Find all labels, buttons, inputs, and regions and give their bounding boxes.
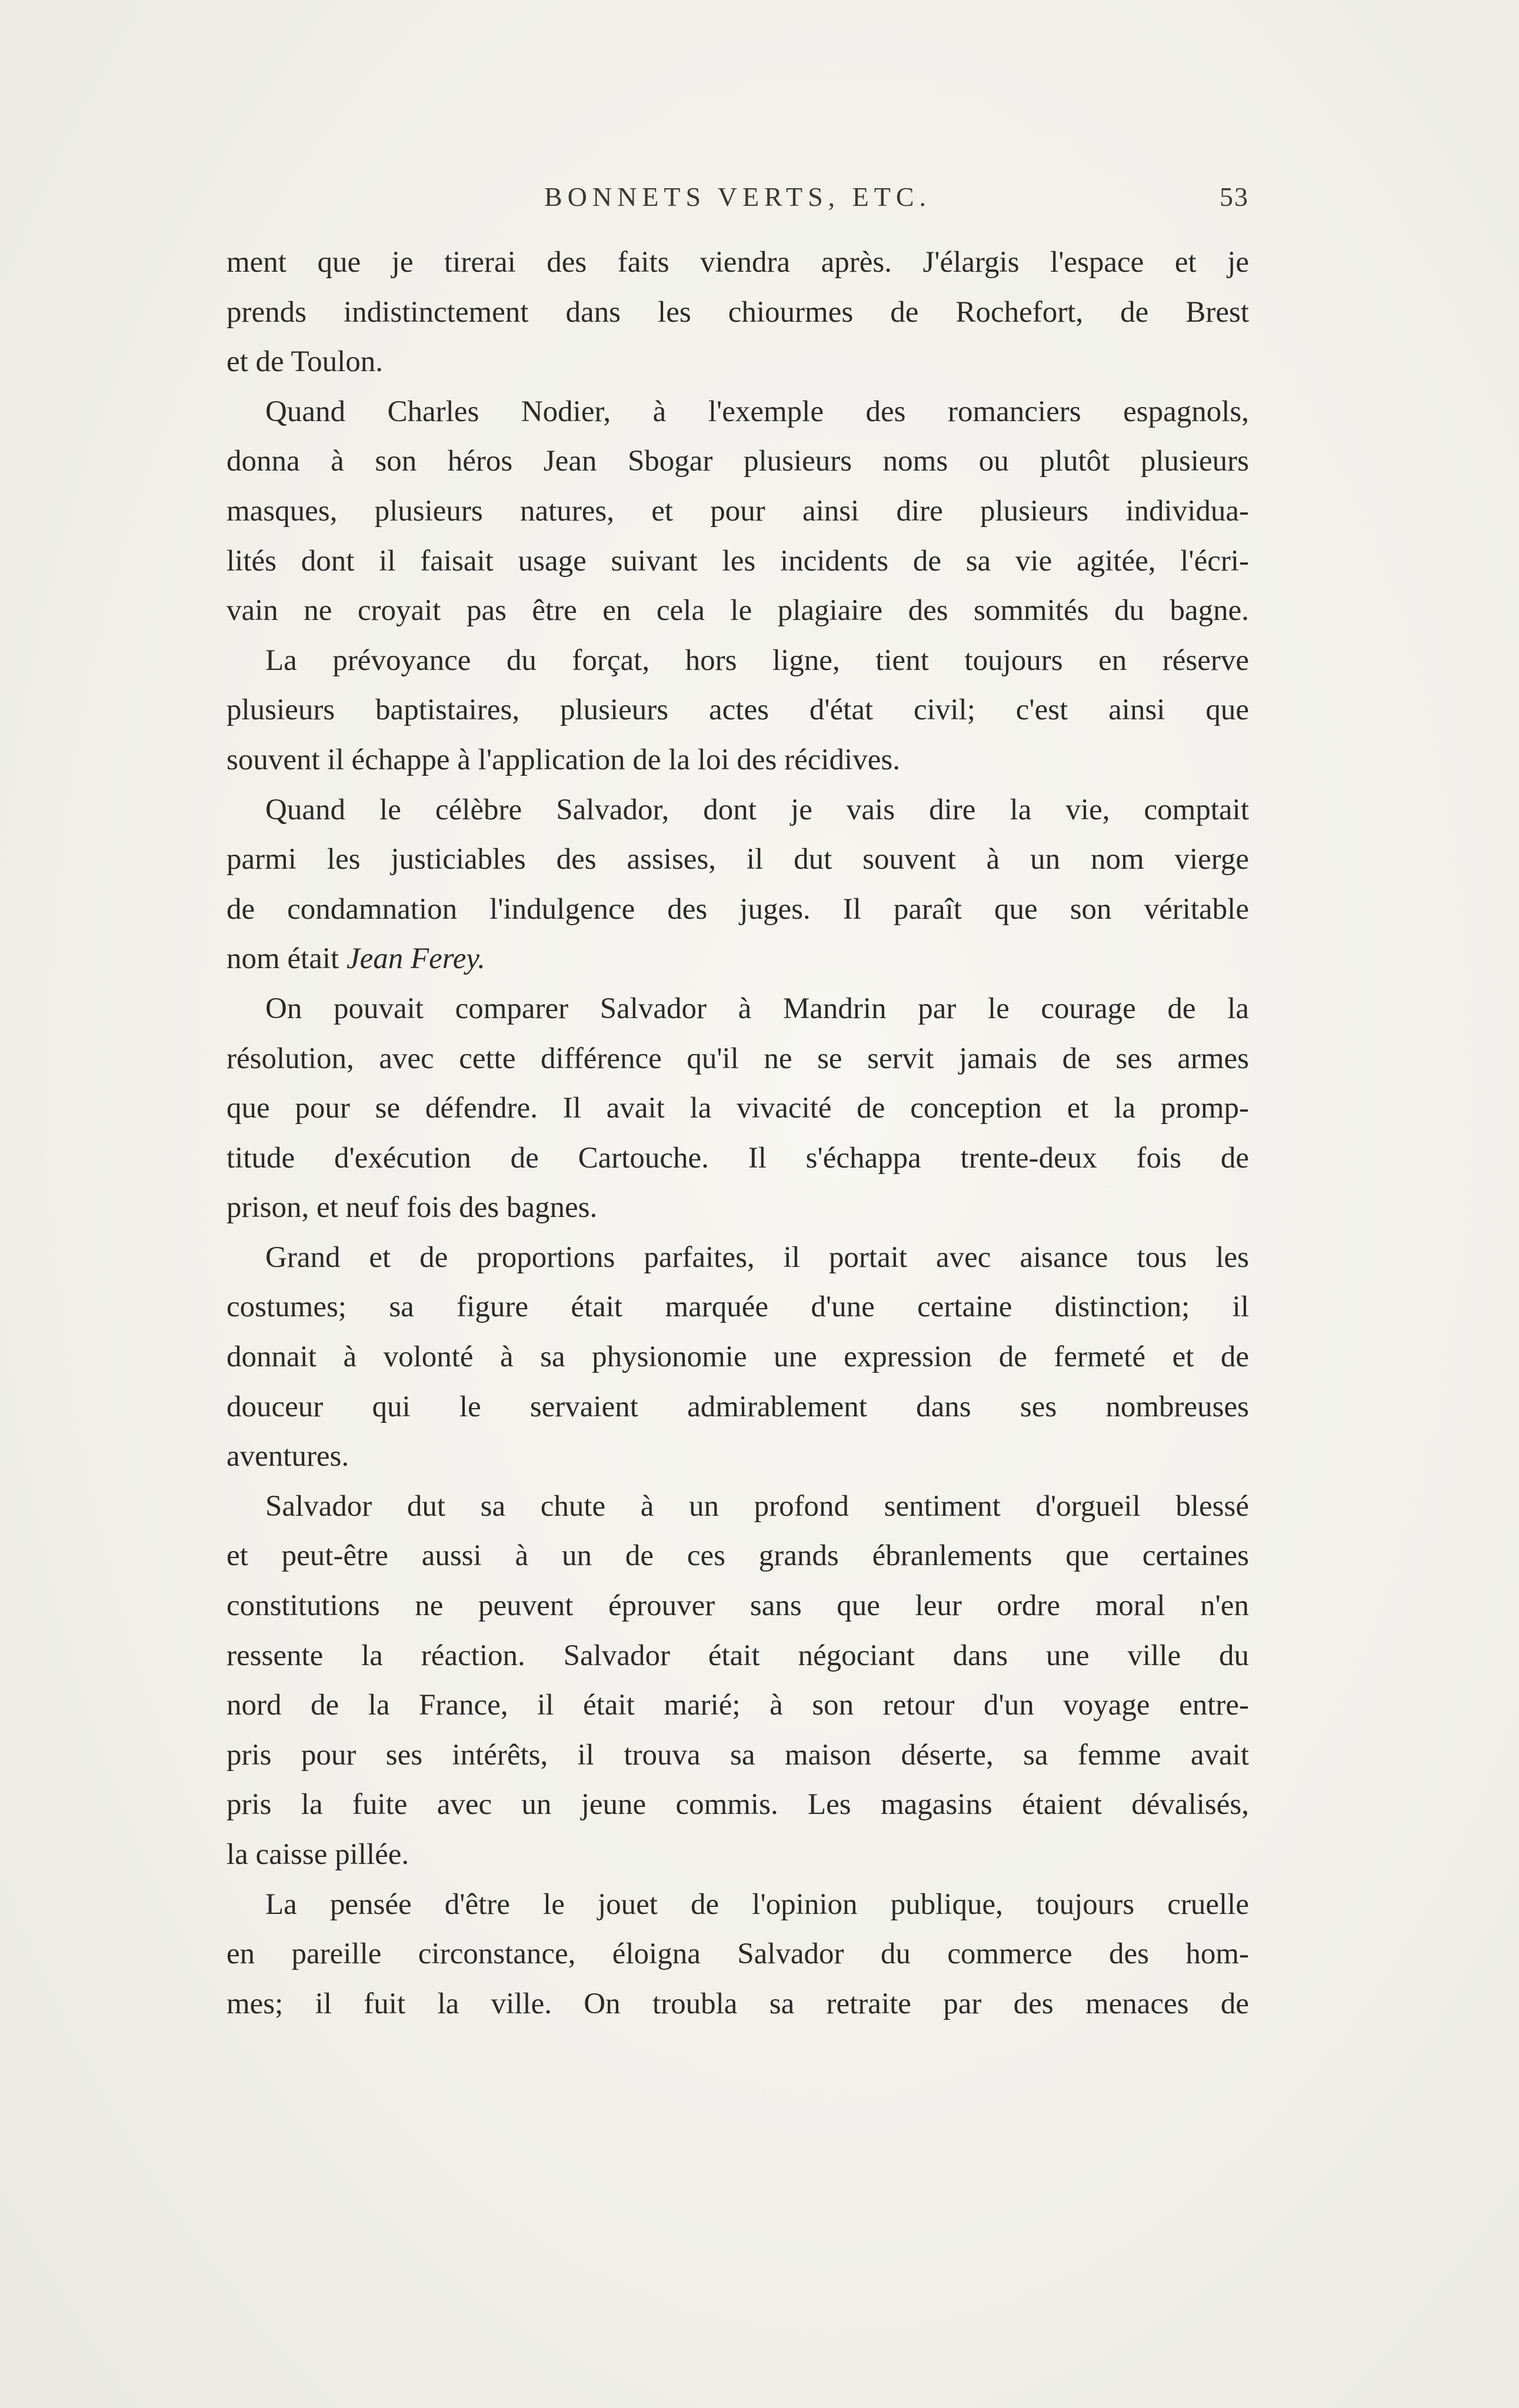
text-line	[226, 1432, 1249, 1482]
text-line-content: la caisse pillée.	[226, 1838, 409, 1871]
emphasized-name: Jean Ferey.	[346, 942, 485, 976]
text-line	[226, 1183, 1249, 1233]
text-line-content: prison, et neuf fois des bagnes.	[226, 1191, 598, 1225]
text-line	[226, 1034, 1249, 1084]
text-line	[226, 1332, 1249, 1382]
text-line	[226, 934, 1249, 984]
text-line	[226, 486, 1249, 536]
text-line	[226, 636, 1249, 686]
text-line-content: donnait à volonté à sa physionomie une expression de fermeté et de	[226, 1340, 1249, 1374]
text-line-content: et de Toulon.	[226, 345, 384, 379]
text-line	[226, 1282, 1249, 1332]
text-line-content: vain ne croyait pas être en cela le plagiaire des sommités du bagne.	[226, 594, 1249, 628]
text-line-content: ment que je tirerai des faits viendra après. J'élargis l'espace et je	[226, 246, 1249, 279]
text-line-content: prends indistinctement dans les chiourmes de Rochefort, de Brest	[226, 295, 1249, 329]
text-line-content: Quand le célèbre Salvador, dont je vais dire la vie, comptait	[265, 793, 1249, 826]
text-line-content: souvent il échappe à l'application de la loi des récidives.	[226, 743, 900, 776]
text-line-content: Quand Charles Nodier, à l'exemple des romanciers espagnols,	[265, 395, 1249, 428]
text-line	[226, 1382, 1249, 1432]
text-line-content: plusieurs baptistaires, plusieurs actes d'état civil; c'est ainsi que	[226, 693, 1249, 727]
text-line	[226, 1780, 1249, 1830]
text-line-content: mes; il fuit la ville. On troubla sa retraite par des menaces de	[226, 1987, 1249, 2020]
text-line	[226, 1233, 1249, 1283]
text-line	[226, 885, 1249, 935]
text-line-content: nord de la France, il était marié; à son retour d'un voyage entre-	[226, 1689, 1249, 1722]
text-line	[226, 835, 1249, 885]
text-line	[226, 1133, 1249, 1183]
text-line	[226, 1730, 1249, 1780]
text-line-content: en pareille circonstance, éloigna Salvador du commerce des hom-	[226, 1937, 1249, 1971]
text-line	[226, 984, 1249, 1034]
text-line-content: résolution, avec cette différence qu'il ne se servit jamais de ses armes	[226, 1042, 1249, 1075]
text-line-content: masques, plusieurs natures, et pour ainsi dire plusieurs individua-	[226, 494, 1249, 528]
text-line-content: et peut-être aussi à un de ces grands ébranlements que certaines	[226, 1539, 1249, 1573]
text-line	[226, 1979, 1249, 2029]
text-line-content: parmi les justiciables des assises, il dut souvent à un nom vierge	[226, 843, 1249, 876]
text-line	[226, 1929, 1249, 1979]
text-line-content: donna à son héros Jean Sbogar plusieurs noms ou plutôt plusieurs	[226, 445, 1249, 478]
text-line	[226, 536, 1249, 586]
text-line-content: costumes; sa figure était marquée d'une certaine distinction; il	[226, 1290, 1249, 1324]
text-line	[226, 1830, 1249, 1880]
text-line	[226, 586, 1249, 636]
text-line-content: de condamnation l'indulgence des juges. Il paraît que son véritable	[226, 892, 1249, 926]
text-line	[226, 1880, 1249, 1930]
text-line	[226, 685, 1249, 735]
text-line-content: aventures.	[226, 1440, 349, 1473]
page-number: 53	[1220, 182, 1249, 212]
text-line-content: titude d'exécution de Cartouche. Il s'échappa trente-deux fois de	[226, 1141, 1249, 1175]
text-line	[226, 387, 1249, 437]
text-line-content: constitutions ne peuvent éprouver sans que leur ordre moral n'en	[226, 1589, 1249, 1623]
text-line-content: La prévoyance du forçat, hors ligne, tient toujours en réserve	[265, 643, 1249, 677]
text-line	[226, 785, 1249, 835]
text-line-content: nom était	[226, 942, 347, 976]
text-line-content: Grand et de proportions parfaites, il portait avec aisance tous les	[265, 1240, 1249, 1274]
text-line	[226, 1680, 1249, 1730]
text-line	[226, 735, 1249, 785]
text-line	[226, 1531, 1249, 1581]
text-line	[226, 1581, 1249, 1631]
text-line	[226, 1083, 1249, 1133]
text-line-content: lités dont il faisait usage suivant les incidents de sa vie agitée, l'écri-	[226, 544, 1249, 578]
text-line-content: On pouvait comparer Salvador à Mandrin par le courage de la	[265, 992, 1249, 1025]
text-line	[226, 288, 1249, 338]
text-line	[226, 238, 1249, 288]
text-line-content: Salvador dut sa chute à un profond sentiment d'orgueil blessé	[265, 1489, 1249, 1523]
text-line-content: pris pour ses intérêts, il trouva sa maison déserte, sa femme avait	[226, 1738, 1249, 1772]
running-head	[226, 181, 1249, 228]
running-title: BONNETS VERTS, ETC.	[544, 182, 932, 212]
text-line-content: pris la fuite avec un jeune commis. Les magasins étaient dévalisés,	[226, 1788, 1249, 1822]
text-line-content: La pensée d'être le jouet de l'opinion publique, toujours cruelle	[265, 1887, 1249, 1921]
text-line	[226, 337, 1249, 387]
text-line	[226, 1631, 1249, 1681]
text-line	[226, 436, 1249, 486]
body-text	[226, 238, 1249, 2029]
text-line-content: que pour se défendre. Il avait la vivacité de conception et la promp-	[226, 1092, 1249, 1125]
text-line-content: ressente la réaction. Salvador était négociant dans une ville du	[226, 1639, 1249, 1672]
text-line	[226, 1482, 1249, 1532]
text-line-content: douceur qui le servaient admirablement dans ses nombreuses	[226, 1390, 1249, 1423]
